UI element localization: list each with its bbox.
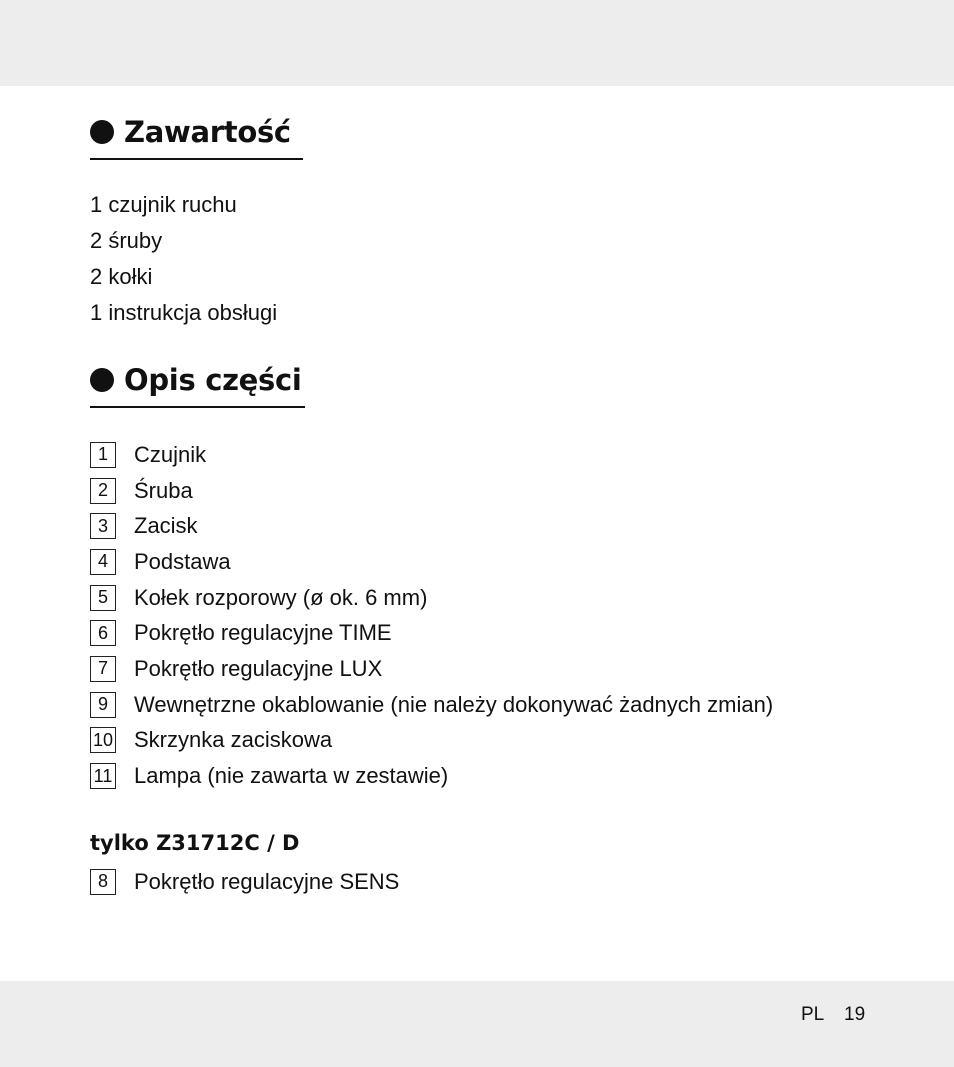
part-item [90,508,773,544]
part-number-box: 11 [90,763,116,789]
part-item [90,615,773,651]
contents-list [90,187,277,331]
part-number-box: 1 [90,442,116,468]
part-label: Czujnik [134,441,207,467]
footer-page-number: 19 [844,1004,866,1025]
part-label: Pokrętło regulacyjne LUX [134,655,383,681]
part-label: Pokrętło regulacyjne SENS [134,868,400,894]
part-number-box: 7 [90,656,116,682]
heading-title: Zawartość [124,115,291,149]
parts-list [90,437,773,794]
part-label: Wewnętrzne okablowanie (nie należy dokonywać żadnych zmian) [134,691,774,717]
footer-language: PL [801,1004,825,1025]
top-band [0,0,954,86]
part-label: Śruba [134,477,193,503]
bullet-icon [90,368,114,392]
part-label: Zacisk [134,513,198,539]
part-label: Kołek rozporowy (ø ok. 6 mm) [134,584,428,610]
part-number-box: 2 [90,478,116,504]
part-item [90,864,399,900]
part-number-box: 4 [90,549,116,575]
part-item [90,437,773,473]
section-heading-contents [90,110,303,160]
part-number-box: 3 [90,513,116,539]
part-number-box: 5 [90,585,116,611]
part-item [90,758,773,794]
part-item [90,473,773,509]
section-heading-parts [90,358,305,408]
part-item [90,723,773,759]
model-subheading: tylko Z31712C / D [90,831,300,855]
part-number-box: 9 [90,692,116,718]
bullet-icon [90,120,114,144]
part-item [90,544,773,580]
part-item [90,580,773,616]
contents-item: 2 kołki [90,264,153,289]
part-label: Lampa (nie zawarta w zestawie) [134,763,449,789]
contents-item: 1 instrukcja obsługi [90,300,278,325]
part-number-box: 8 [90,869,116,895]
part-label: Skrzynka zaciskowa [134,727,333,753]
contents-item: 1 czujnik ruchu [90,192,237,217]
part-item [90,687,773,723]
part-label: Pokrętło regulacyjne TIME [134,620,392,646]
part-label: Podstawa [134,548,231,574]
part-number-box: 6 [90,620,116,646]
parts-extra-list [90,864,399,900]
part-item [90,651,773,687]
part-number-box: 10 [90,727,116,753]
heading-title: Opis części [124,363,302,397]
contents-item: 2 śruby [90,228,163,253]
